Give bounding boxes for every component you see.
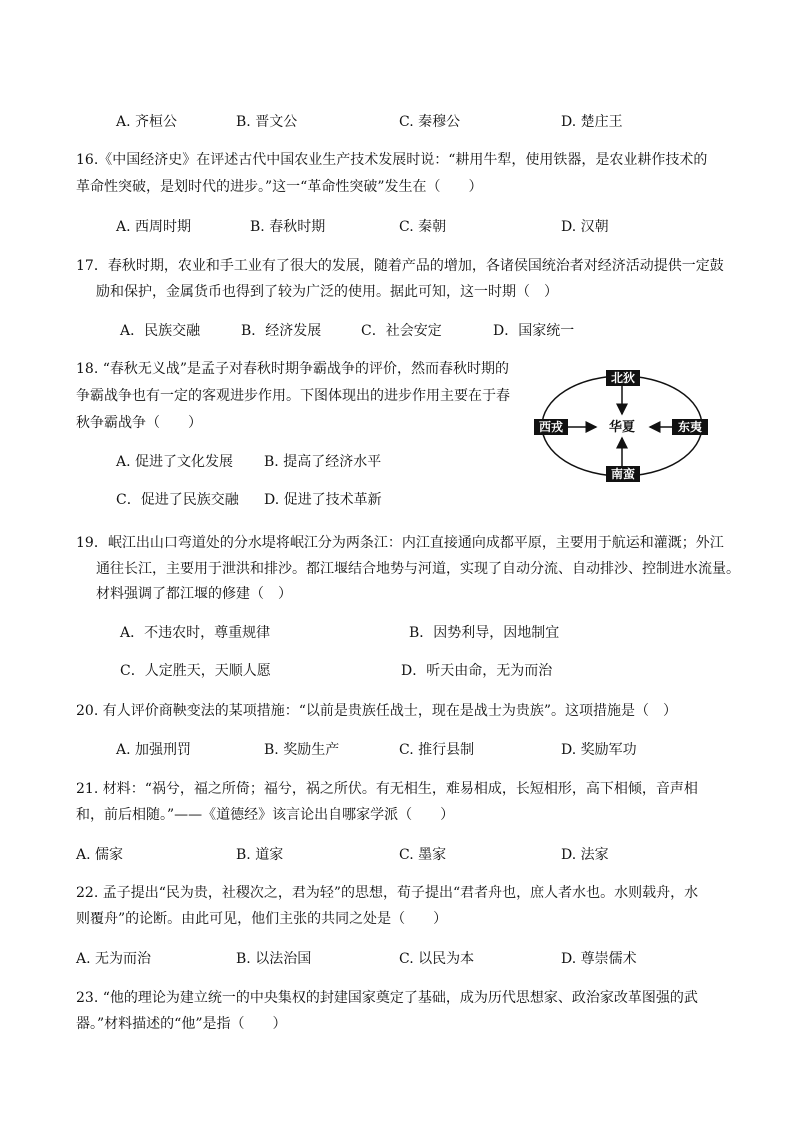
q19-stem-line-2: 通往长江，主要用于泄洪和排沙。都江堰结合地势与河道，实现了自动分流、自动排沙、控制进水流量。 xyxy=(96,561,740,577)
q20-option-c[interactable]: C. 推行县制 xyxy=(399,742,475,758)
q21-stem-line-2: 和，前后相随。”——《道德经》该言论出自哪家学派（ ） xyxy=(76,807,455,823)
q16-stem-line-2: 革命性突破，是划时代的进步。”这一“革命性突破”发生在（ ） xyxy=(76,179,483,195)
diagram-center-label: 华夏 xyxy=(608,420,636,435)
q18-option-c[interactable]: C．促进了民族交融 xyxy=(116,492,239,508)
q15-option-c[interactable]: C. 秦穆公 xyxy=(399,114,461,130)
q19-stem-line-1: 19．岷江出山口弯道处的分水堤将岷江分为两条江：内江直接通向成都平原，主要用于航运和灌溉；外江 xyxy=(76,535,724,551)
q22-option-d[interactable]: D. 尊崇儒术 xyxy=(561,951,637,967)
q17-stem-line-2: 励和保护，金属货币也得到了较为广泛的使用。据此可知，这一时期（ ） xyxy=(96,284,558,300)
q18-option-b[interactable]: B. 提高了经济水平 xyxy=(264,454,382,470)
q17-option-b[interactable]: B．经济发展 xyxy=(241,323,322,339)
q18-stem-line-3: 秋争霸战争（ ） xyxy=(76,415,202,431)
q22-stem-line-1: 22. 孟子提出“民为贵，社稷次之，君为轻”的思想，荀子提出“君者舟也，庶人者水也。水则载舟，水 xyxy=(76,885,699,901)
q21-option-d[interactable]: D. 法家 xyxy=(561,847,609,863)
q23-stem-line-2: 器。”材料描述的“他”是指（ ） xyxy=(76,1016,287,1032)
q19-option-b[interactable]: B．因势利导，因地制宜 xyxy=(409,625,560,641)
q18-stem-line-2: 争霸战争也有一定的客观进步作用。下图体现出的进步作用主要在于春 xyxy=(76,388,510,404)
q17-stem-line-1: 17．春秋时期，农业和手工业有了很大的发展，随着产品的增加，各诸侯国统治者对经济活动提供一定鼓 xyxy=(76,258,724,274)
q15-option-d[interactable]: D. 楚庄王 xyxy=(561,114,623,130)
q22-option-c[interactable]: C. 以民为本 xyxy=(399,951,475,967)
q16-stem-line-1: 16.《中国经济史》在评述古代中国农业生产技术发展时说：“耕用牛犁，使用铁器，是农业耕作技术的 xyxy=(76,152,708,168)
q18-option-a[interactable]: A. 促进了文化发展 xyxy=(116,454,234,470)
q16-option-d[interactable]: D. 汉朝 xyxy=(561,219,609,235)
q19-stem-line-3: 材料强调了都江堰的修建（ ） xyxy=(96,586,292,602)
q21-option-b[interactable]: B. 道家 xyxy=(236,847,284,863)
q16-option-b[interactable]: B. 春秋时期 xyxy=(250,219,326,235)
diagram-west-label: 西戎 xyxy=(538,420,564,434)
q22-option-b[interactable]: B. 以法治国 xyxy=(236,951,312,967)
diagram-south-label: 南蛮 xyxy=(610,467,636,481)
q20-option-a[interactable]: A. 加强刑罚 xyxy=(116,742,192,758)
q18-stem-line-1: 18. “春秋无义战”是孟子对春秋时期争霸战争的评价，然而春秋时期的 xyxy=(76,361,510,377)
q22-stem-line-2: 则覆舟”的论断。由此可见，他们主张的共同之处是（ ） xyxy=(76,911,448,927)
q21-stem-line-1: 21. 材料：“祸兮，福之所倚；福兮，祸之所伏。有无相生，难易相成，长短相形，高下相倾，音声相 xyxy=(76,781,698,797)
q21-option-a[interactable]: A. 儒家 xyxy=(76,847,124,863)
q17-option-a[interactable]: A．民族交融 xyxy=(120,323,201,339)
q17-option-c[interactable]: C．社会安定 xyxy=(361,323,442,339)
diagram-east-label: 东夷 xyxy=(677,420,703,434)
q18-option-d[interactable]: D. 促进了技术革新 xyxy=(264,492,382,508)
q21-option-c[interactable]: C. 墨家 xyxy=(399,847,447,863)
q18-diagram xyxy=(530,368,715,484)
q19-option-c[interactable]: C．人定胜天，天顺人愿 xyxy=(120,663,271,679)
q22-option-a[interactable]: A. 无为而治 xyxy=(76,951,152,967)
q19-option-d[interactable]: D．听天由命，无为而治 xyxy=(401,663,553,679)
q20-option-d[interactable]: D. 奖励军功 xyxy=(561,742,637,758)
q15-option-b[interactable]: B. 晋文公 xyxy=(236,114,298,130)
q16-option-c[interactable]: C. 秦朝 xyxy=(399,219,447,235)
q15-option-a[interactable]: A. 齐桓公 xyxy=(116,114,178,130)
q20-option-b[interactable]: B. 奖励生产 xyxy=(264,742,340,758)
diagram-north-label: 北狄 xyxy=(610,371,636,385)
q17-option-d[interactable]: D．国家统一 xyxy=(493,323,575,339)
q23-stem-line-1: 23. “他的理论为建立统一的中央集权的封建国家奠定了基础，成为历代思想家、政治家改革图强的武 xyxy=(76,990,698,1006)
q19-option-a[interactable]: A．不违农时，尊重规律 xyxy=(120,625,271,641)
q20-stem-line-1: 20. 有人评价商鞅变法的某项措施：“以前是贵族任战士，现在是战士为贵族”。这项措施是（ ） xyxy=(76,703,678,719)
q16-option-a[interactable]: A. 西周时期 xyxy=(116,219,192,235)
